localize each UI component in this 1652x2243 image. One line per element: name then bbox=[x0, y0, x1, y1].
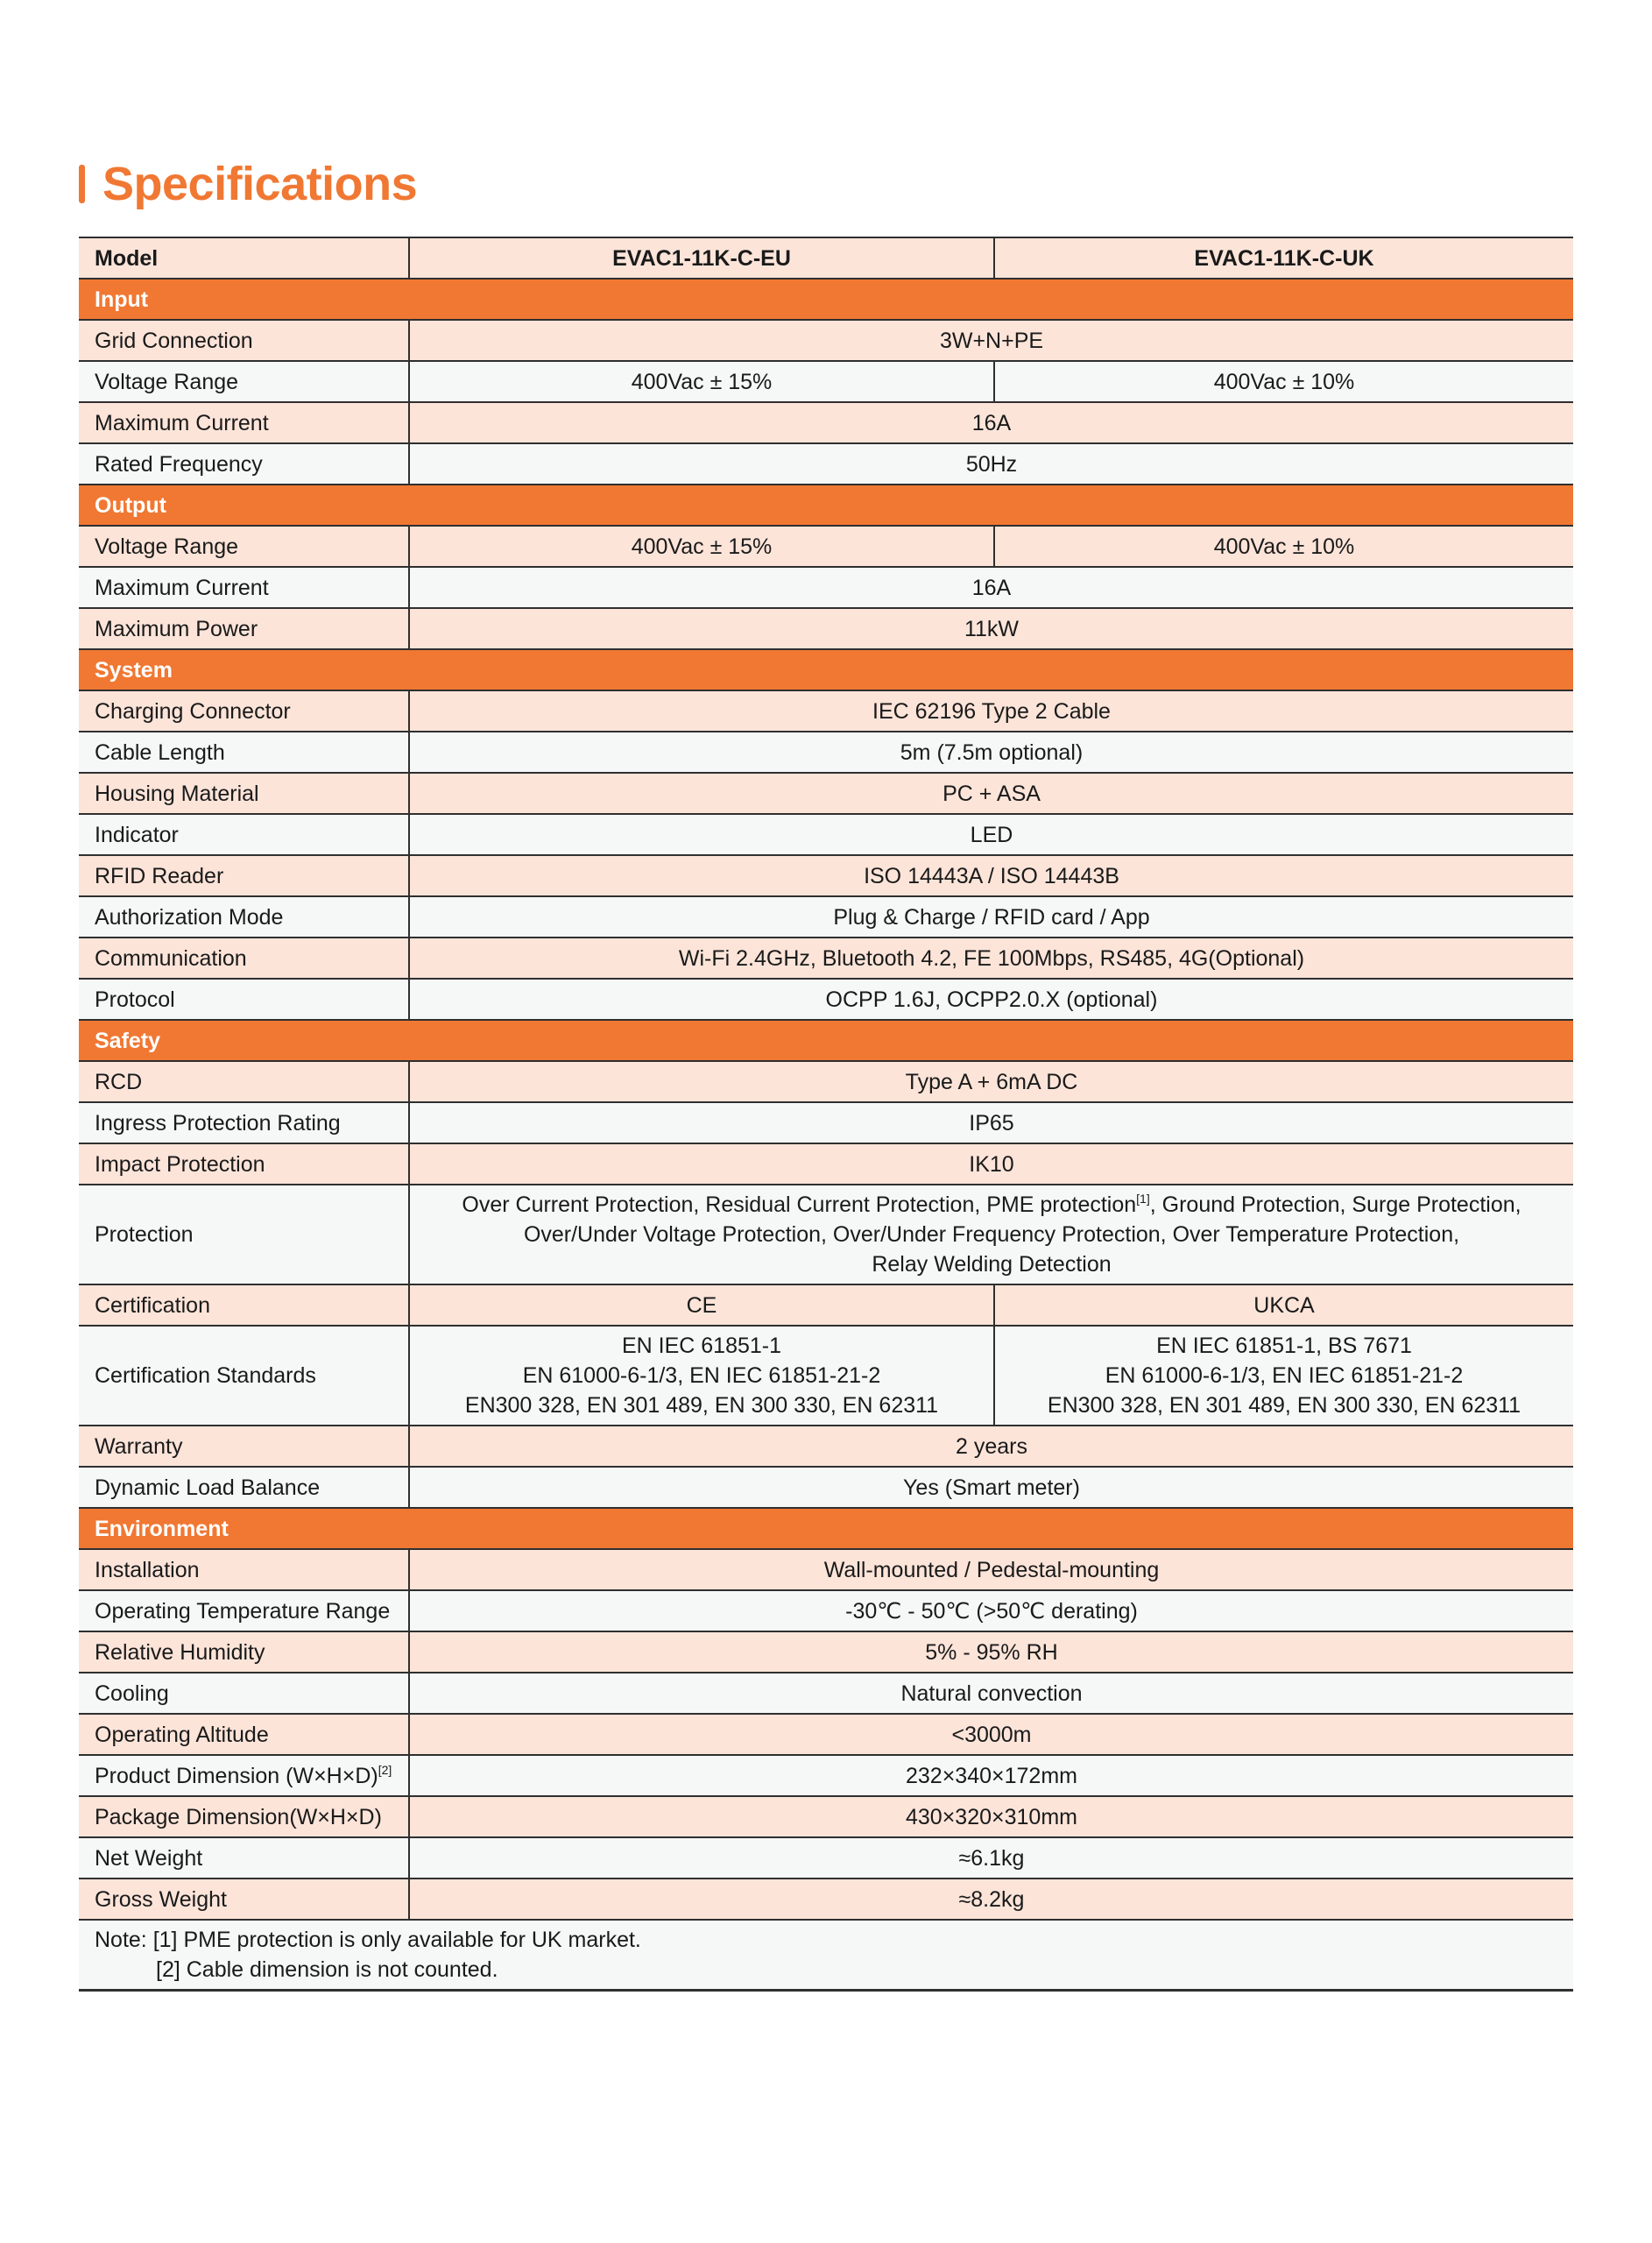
row-value: Wall-mounted / Pedestal-mounting bbox=[409, 1549, 1573, 1590]
row-label: RCD bbox=[79, 1061, 409, 1102]
header-model-label: Model bbox=[79, 237, 409, 279]
footnote-ref-2: [2] bbox=[378, 1762, 392, 1777]
row-label: Communication bbox=[79, 938, 409, 979]
header-model-uk: EVAC1-11K-C-UK bbox=[994, 237, 1573, 279]
table-row bbox=[79, 1714, 1573, 1755]
row-label: Dynamic Load Balance bbox=[79, 1467, 409, 1508]
row-value: LED bbox=[409, 814, 1573, 855]
row-label: Charging Connector bbox=[79, 690, 409, 732]
row-label: Product Dimension (W×H×D)[2] bbox=[79, 1755, 409, 1796]
table-row bbox=[79, 1755, 1573, 1796]
table-row bbox=[79, 1061, 1573, 1102]
section-label: Safety bbox=[79, 1020, 1573, 1061]
row-value: OCPP 1.6J, OCPP2.0.X (optional) bbox=[409, 979, 1573, 1020]
table-row bbox=[79, 608, 1573, 649]
table-row bbox=[79, 443, 1573, 485]
table-row bbox=[79, 732, 1573, 773]
table-row bbox=[79, 1796, 1573, 1837]
table-row bbox=[79, 1673, 1573, 1714]
row-label: Cable Length bbox=[79, 732, 409, 773]
row-value: Plug & Charge / RFID card / App bbox=[409, 896, 1573, 938]
table-row bbox=[79, 896, 1573, 938]
standard-line: EN 61000-6-1/3, EN IEC 61851-21-2 bbox=[1105, 1363, 1464, 1388]
row-label: Package Dimension(W×H×D) bbox=[79, 1796, 409, 1837]
standard-line: EN300 328, EN 301 489, EN 300 330, EN 62311 bbox=[1047, 1393, 1521, 1418]
row-value: 430×320×310mm bbox=[409, 1796, 1573, 1837]
table-row bbox=[79, 855, 1573, 896]
row-value: 50Hz bbox=[409, 443, 1573, 485]
protection-line-1: Over Current Protection, Residual Current Protection, PME protection[1], Ground Protection, Surge Protection, bbox=[462, 1192, 1521, 1217]
row-label: Housing Material bbox=[79, 773, 409, 814]
section-system bbox=[79, 649, 1573, 690]
section-label: Output bbox=[79, 485, 1573, 526]
standard-line: EN 61000-6-1/3, EN IEC 61851-21-2 bbox=[522, 1363, 881, 1388]
row-value-eu bbox=[409, 1326, 994, 1426]
row-label: Operating Altitude bbox=[79, 1714, 409, 1755]
table-row bbox=[79, 402, 1573, 443]
standard-line: EN300 328, EN 301 489, EN 300 330, EN 62311 bbox=[464, 1393, 939, 1418]
section-output bbox=[79, 485, 1573, 526]
protection-line-2: Over/Under Voltage Protection, Over/Under Frequency Protection, Over Temperature Protection, bbox=[523, 1222, 1460, 1247]
section-label: Environment bbox=[79, 1508, 1573, 1549]
row-label: Installation bbox=[79, 1549, 409, 1590]
row-label: Indicator bbox=[79, 814, 409, 855]
table-row bbox=[79, 938, 1573, 979]
row-value: ≈8.2kg bbox=[409, 1879, 1573, 1920]
section-label: System bbox=[79, 649, 1573, 690]
header-model-eu: EVAC1-11K-C-EU bbox=[409, 237, 994, 279]
row-label: Certification bbox=[79, 1284, 409, 1326]
section-environment bbox=[79, 1508, 1573, 1549]
table-row bbox=[79, 979, 1573, 1020]
row-label: Maximum Current bbox=[79, 402, 409, 443]
note-line-2: [2] Cable dimension is not counted. bbox=[156, 1957, 498, 1982]
row-value: 11kW bbox=[409, 608, 1573, 649]
table-row-protection bbox=[79, 1185, 1573, 1284]
row-label: Maximum Power bbox=[79, 608, 409, 649]
row-value: IK10 bbox=[409, 1143, 1573, 1185]
row-label: Maximum Current bbox=[79, 567, 409, 608]
section-safety bbox=[79, 1020, 1573, 1061]
row-value: 232×340×172mm bbox=[409, 1755, 1573, 1796]
row-label: Gross Weight bbox=[79, 1879, 409, 1920]
page-title bbox=[79, 153, 417, 215]
table-row bbox=[79, 1590, 1573, 1631]
row-label: Ingress Protection Rating bbox=[79, 1102, 409, 1143]
row-value: <3000m bbox=[409, 1714, 1573, 1755]
specifications-table bbox=[79, 237, 1573, 1992]
protection-line-3: Relay Welding Detection bbox=[872, 1252, 1112, 1277]
row-label: Net Weight bbox=[79, 1837, 409, 1879]
table-row bbox=[79, 1631, 1573, 1673]
table-row bbox=[79, 690, 1573, 732]
section-input bbox=[79, 279, 1573, 320]
title-text: Specifications bbox=[102, 158, 418, 210]
row-value: Wi-Fi 2.4GHz, Bluetooth 4.2, FE 100Mbps, RS485, 4G(Optional) bbox=[409, 938, 1573, 979]
table-row bbox=[79, 1467, 1573, 1508]
title-accent-bar bbox=[79, 165, 85, 203]
section-label: Input bbox=[79, 279, 1573, 320]
row-value: PC + ASA bbox=[409, 773, 1573, 814]
row-value: 5m (7.5m optional) bbox=[409, 732, 1573, 773]
table-row bbox=[79, 1102, 1573, 1143]
row-value: ≈6.1kg bbox=[409, 1837, 1573, 1879]
row-label: Impact Protection bbox=[79, 1143, 409, 1185]
row-value: -30℃ - 50℃ (>50℃ derating) bbox=[409, 1590, 1573, 1631]
notes-cell bbox=[79, 1920, 1573, 1991]
table-row bbox=[79, 567, 1573, 608]
row-value-uk bbox=[994, 1326, 1573, 1426]
table-row bbox=[79, 814, 1573, 855]
row-value: Natural convection bbox=[409, 1673, 1573, 1714]
row-value: 16A bbox=[409, 402, 1573, 443]
table-row bbox=[79, 1143, 1573, 1185]
footnote-ref-1: [1] bbox=[1136, 1192, 1150, 1206]
table-row-certification-standards bbox=[79, 1326, 1573, 1426]
row-label: Protocol bbox=[79, 979, 409, 1020]
table-row bbox=[79, 526, 1573, 567]
table-row bbox=[79, 1879, 1573, 1920]
row-label: Cooling bbox=[79, 1673, 409, 1714]
row-value: Yes (Smart meter) bbox=[409, 1467, 1573, 1508]
note-line-1: Note: [1] PME protection is only available for UK market. bbox=[95, 1928, 641, 1952]
row-value: 16A bbox=[409, 567, 1573, 608]
row-value-uk: UKCA bbox=[994, 1284, 1573, 1326]
standard-line: EN IEC 61851-1 bbox=[621, 1334, 782, 1358]
row-label: Operating Temperature Range bbox=[79, 1590, 409, 1631]
row-label: Grid Connection bbox=[79, 320, 409, 361]
row-value-eu: 400Vac ± 15% bbox=[409, 361, 994, 402]
table-header-row bbox=[79, 237, 1573, 279]
row-label: Rated Frequency bbox=[79, 443, 409, 485]
row-label: Voltage Range bbox=[79, 526, 409, 567]
row-value: 5% - 95% RH bbox=[409, 1631, 1573, 1673]
row-value: ISO 14443A / ISO 14443B bbox=[409, 855, 1573, 896]
row-value: 3W+N+PE bbox=[409, 320, 1573, 361]
row-label: Certification Standards bbox=[79, 1326, 409, 1426]
row-value: Type A + 6mA DC bbox=[409, 1061, 1573, 1102]
row-value: IEC 62196 Type 2 Cable bbox=[409, 690, 1573, 732]
row-label: Warranty bbox=[79, 1426, 409, 1467]
row-label: Protection bbox=[79, 1185, 409, 1284]
row-label: RFID Reader bbox=[79, 855, 409, 896]
row-label: Authorization Mode bbox=[79, 896, 409, 938]
row-value: IP65 bbox=[409, 1102, 1573, 1143]
table-row bbox=[79, 773, 1573, 814]
row-label: Relative Humidity bbox=[79, 1631, 409, 1673]
notes-row bbox=[79, 1920, 1573, 1991]
table-row bbox=[79, 361, 1573, 402]
row-value-uk: 400Vac ± 10% bbox=[994, 526, 1573, 567]
row-value-eu: 400Vac ± 15% bbox=[409, 526, 994, 567]
standard-line: EN IEC 61851-1, BS 7671 bbox=[1156, 1334, 1412, 1358]
table-row bbox=[79, 1426, 1573, 1467]
row-value: 2 years bbox=[409, 1426, 1573, 1467]
table-row bbox=[79, 1284, 1573, 1326]
row-value-protection bbox=[409, 1185, 1573, 1284]
row-value-uk: 400Vac ± 10% bbox=[994, 361, 1573, 402]
row-label: Voltage Range bbox=[79, 361, 409, 402]
table-row bbox=[79, 1549, 1573, 1590]
table-row bbox=[79, 320, 1573, 361]
table-row bbox=[79, 1837, 1573, 1879]
row-value-eu: CE bbox=[409, 1284, 994, 1326]
